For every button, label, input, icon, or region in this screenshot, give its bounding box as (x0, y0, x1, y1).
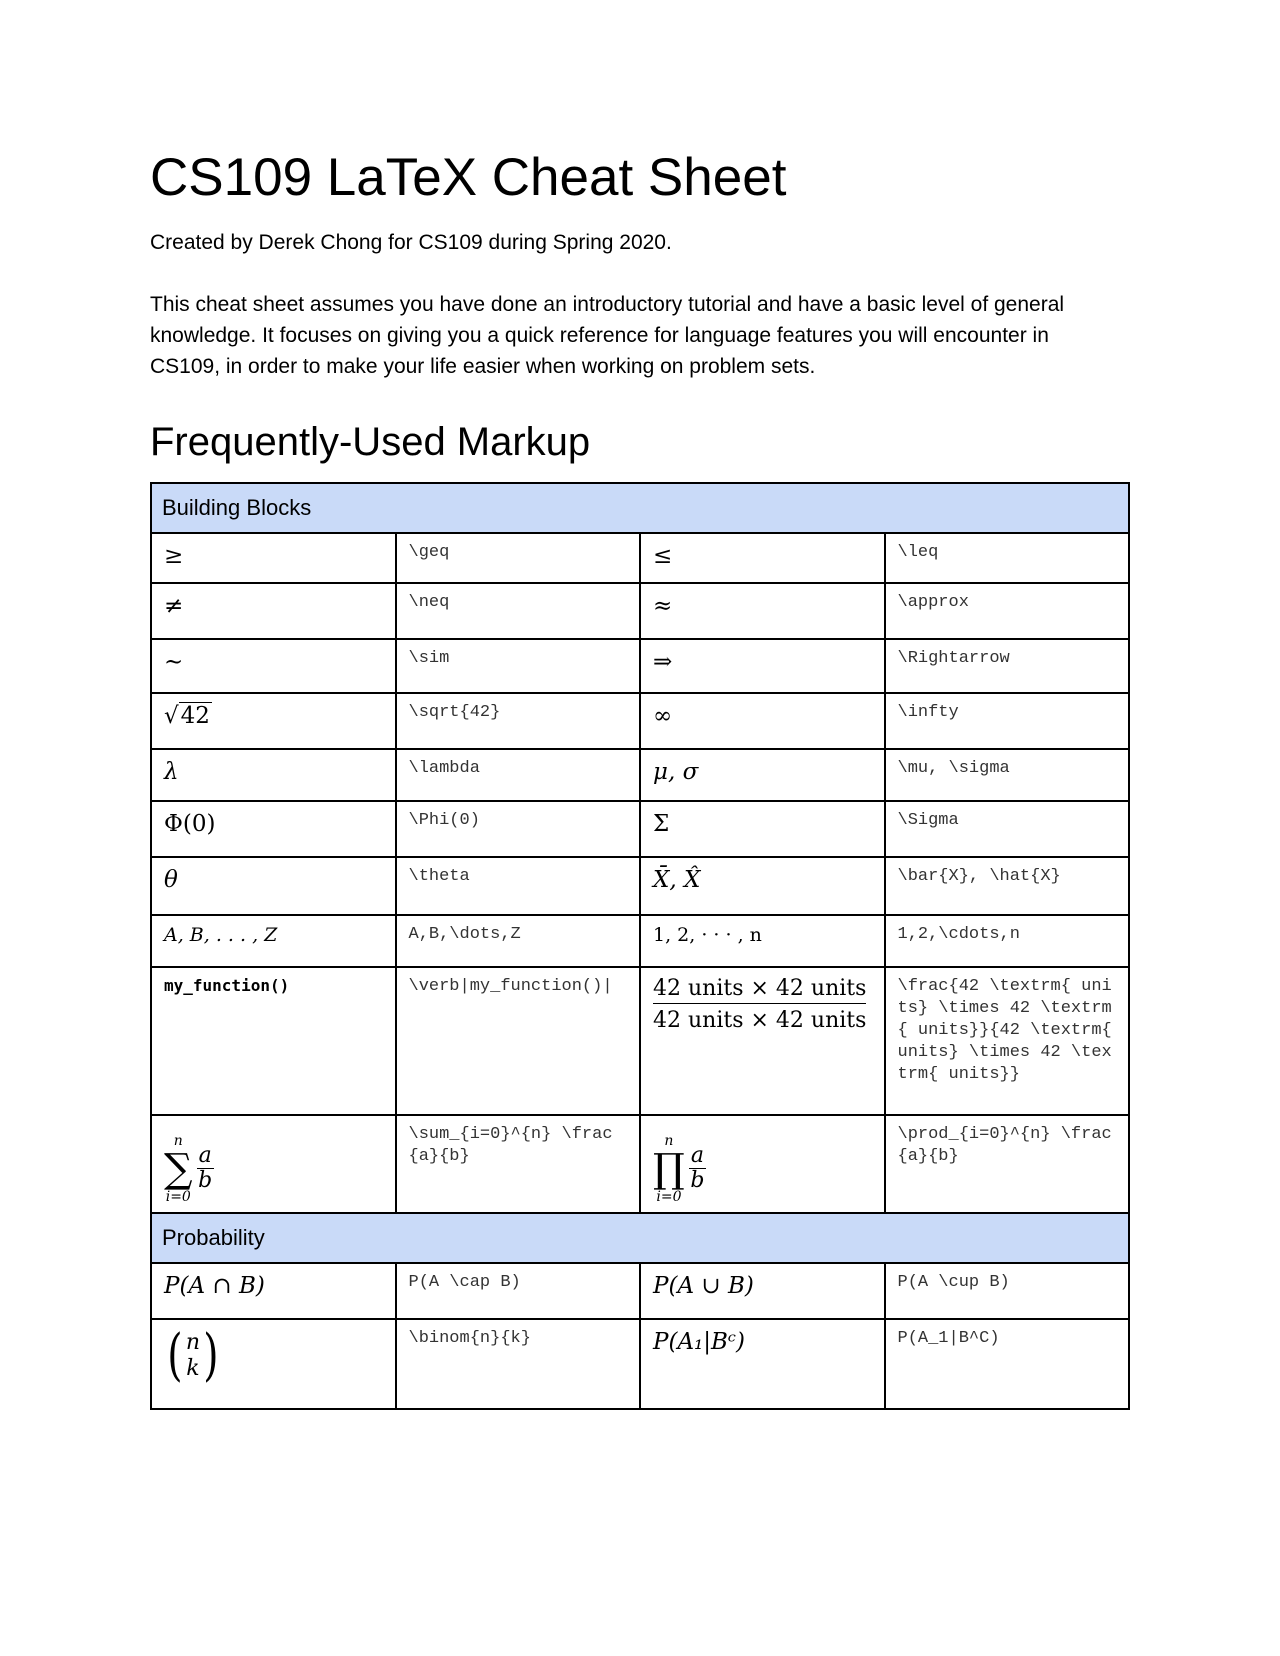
prod-denominator: b (690, 1168, 705, 1194)
latex-code: \sim (396, 639, 641, 693)
latex-code: \lambda (396, 749, 641, 801)
latex-code: \bar{X}, \hat{X} (885, 857, 1130, 915)
latex-code: \sum_{i=0}^{n} \frac{a}{b} (396, 1115, 641, 1213)
table-row (151, 749, 1129, 801)
rendered-symbol: ≠ (151, 583, 396, 639)
rendered-sum (151, 1115, 396, 1213)
rendered-symbol: ⇒ (640, 639, 885, 693)
binom-top: n (185, 1329, 201, 1355)
fraction-numerator: 42 units × 42 units (653, 976, 866, 1004)
sum-numerator: a (198, 1143, 212, 1169)
group-header-building-blocks: Building Blocks (151, 483, 1129, 533)
binom-bottom: k (186, 1355, 200, 1381)
table-row (151, 639, 1129, 693)
latex-code: \binom{n}{k} (396, 1319, 641, 1409)
latex-code: \Rightarrow (885, 639, 1130, 693)
rendered-symbol: P(A ∩ B) (151, 1263, 396, 1319)
rendered-symbol: P(A₁|Bᶜ) (640, 1319, 885, 1409)
latex-code: \prod_{i=0}^{n} \frac{a}{b} (885, 1115, 1130, 1213)
rendered-verbatim: my_function() (151, 967, 396, 1115)
sum-upper-limit: n (173, 1132, 183, 1149)
table-row (151, 693, 1129, 749)
rendered-symbol: A, B, . . . , Z (151, 915, 396, 967)
table-row (151, 1115, 1129, 1213)
latex-code: P(A_1|B^C) (885, 1319, 1130, 1409)
rendered-symbol: P(A ∪ B) (640, 1263, 885, 1319)
rendered-symbol: ∼ (151, 639, 396, 693)
table-group-header-row (151, 1213, 1129, 1263)
table-row (151, 967, 1129, 1115)
latex-code: \mu, \sigma (885, 749, 1130, 801)
rendered-symbol: ≈ (640, 583, 885, 639)
rendered-symbol: ∞ (640, 693, 885, 749)
latex-code: \theta (396, 857, 641, 915)
credit-line: Created by Derek Chong for CS109 during Spring 2020. (150, 230, 672, 254)
latex-code: \infty (885, 693, 1130, 749)
latex-code: \leq (885, 533, 1130, 583)
table-row (151, 1263, 1129, 1319)
section-title: Frequently-Used Markup (150, 419, 591, 464)
latex-code: \approx (885, 583, 1130, 639)
page-title: CS109 LaTeX Cheat Sheet (150, 148, 787, 207)
sum-denominator: b (198, 1168, 213, 1194)
table-row (151, 583, 1129, 639)
latex-code: \Sigma (885, 801, 1130, 857)
sqrt-radicand: 42 (180, 702, 210, 729)
latex-code: 1,2,\cdots,n (885, 915, 1130, 967)
rendered-symbol: μ, σ (640, 749, 885, 801)
latex-code: \sqrt{42} (396, 693, 641, 749)
prod-upper-limit: n (664, 1132, 674, 1149)
sqrt-sign: √ (164, 702, 179, 729)
latex-code: \Phi(0) (396, 801, 641, 857)
rendered-symbol: X̄, X̂ (640, 857, 885, 915)
rendered-binom (151, 1319, 396, 1409)
rendered-symbol: ≤ (640, 533, 885, 583)
rendered-sqrt (151, 693, 396, 749)
rendered-symbol: 1, 2, · · · , n (640, 915, 885, 967)
rendered-fraction (640, 967, 885, 1115)
latex-code: P(A \cap B) (396, 1263, 641, 1319)
rendered-prod (640, 1115, 885, 1213)
latex-code: A,B,\dots,Z (396, 915, 641, 967)
prod-expression (653, 1133, 706, 1205)
group-header-probability: Probability (151, 1213, 1129, 1263)
latex-code: \frac{42 \textrm{ units} \times 42 \textrm{ units}}{42 \textrm{ units} \times 42 \textrm{ units}} (885, 967, 1130, 1115)
latex-code: P(A \cup B) (885, 1263, 1130, 1319)
rendered-symbol: λ (151, 749, 396, 801)
table-row (151, 857, 1129, 915)
binom-expression (164, 1322, 222, 1388)
prod-numerator: a (690, 1143, 704, 1169)
table-row (151, 915, 1129, 967)
rendered-symbol: Σ (640, 801, 885, 857)
latex-code: \neq (396, 583, 641, 639)
sum-symbol: ∑ (164, 1145, 193, 1192)
fraction-denominator: 42 units × 42 units (653, 1007, 867, 1033)
latex-code: \verb|my_function()| (396, 967, 641, 1115)
rendered-symbol: θ (151, 857, 396, 915)
binom-left-paren: ( (167, 1322, 183, 1388)
markup-table (150, 482, 1130, 1410)
sum-expression (164, 1133, 214, 1205)
table-row (151, 1319, 1129, 1409)
sum-lower-limit: i=0 (165, 1188, 191, 1205)
table-group-header-row (151, 483, 1129, 533)
prod-symbol: ∏ (653, 1145, 685, 1192)
latex-code: \geq (396, 533, 641, 583)
rendered-symbol: ≥ (151, 533, 396, 583)
fraction (653, 976, 866, 1033)
binom-right-paren: ) (203, 1322, 219, 1388)
prod-lower-limit: i=0 (656, 1188, 682, 1205)
intro-paragraph: This cheat sheet assumes you have done an introductory tutorial and have a basic level of general knowledge. It focuses on giving you a quick reference for language features you will encounter in CS109, in order to make your life easier when working on problem sets. (150, 292, 1065, 378)
table-row (151, 801, 1129, 857)
rendered-symbol: Φ(0) (151, 801, 396, 857)
table-row (151, 533, 1129, 583)
document-page (150, 148, 1130, 1410)
